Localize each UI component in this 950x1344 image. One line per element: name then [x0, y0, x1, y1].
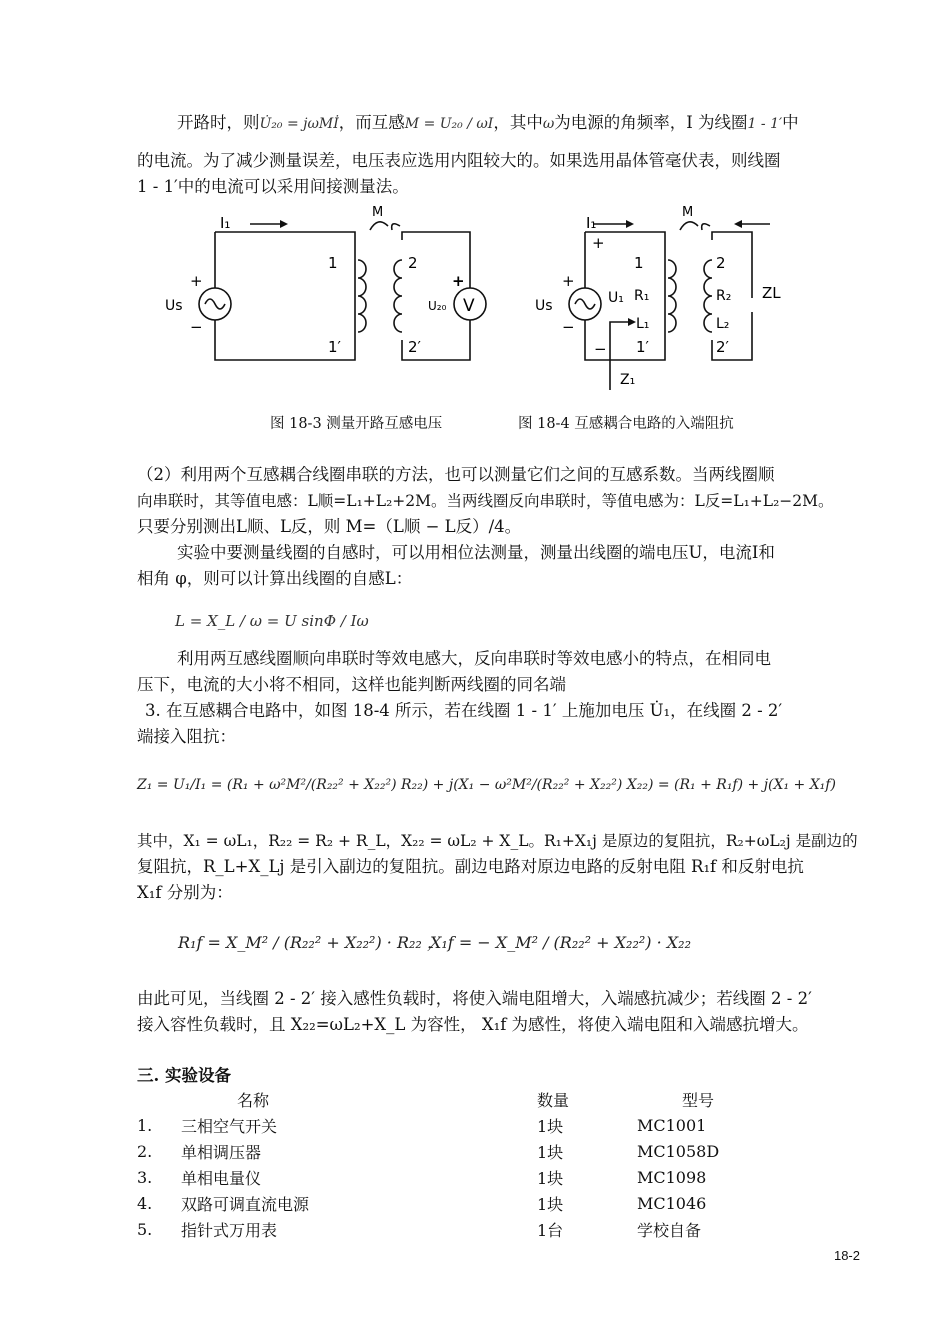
- row-no: 1.: [137, 1115, 153, 1135]
- row-name: 单相调压器: [181, 1142, 262, 1162]
- row-name: 三相空气开关: [181, 1116, 278, 1136]
- text: 中: [782, 113, 799, 132]
- paragraph-4-line-2: 压下，电流的大小将不相同，这样也能判断两线圈的同名端: [137, 675, 566, 694]
- label-coil2: 2: [408, 254, 418, 272]
- paragraph-1-line-3: 1 - 1′中的电流可以采用间接测量法。: [137, 177, 409, 196]
- table-row: [137, 1164, 842, 1190]
- paragraph-6-line-1: 其中，X₁ = ωL₁，R₂₂ = R₂ + R_L，X₂₂ = ωL₂ + X_L。R₁+X₁j 是原边的复阻抗，R₂+ωL₂j 是副边的: [137, 832, 858, 850]
- label-coil1: 1: [634, 254, 644, 272]
- figure-18-3-caption: 图 18-3 测量开路互感电压: [270, 416, 443, 432]
- label-coil1p: 1′: [636, 338, 649, 356]
- label-plus: +: [592, 234, 605, 252]
- label-current: I₁: [220, 214, 231, 232]
- label-plus-2: +: [562, 272, 575, 290]
- row-qty: 1台: [537, 1220, 564, 1240]
- header-qty: 数量: [537, 1090, 570, 1110]
- formula-z1: Z₁ = U₁/I₁ = (R₁ + ω²M²/(R₂₂² + X₂₂²) R₂₂) + j(X₁ − ω²M²/(R₂₂² + X₂₂²) X₂₂) = (R₁ + R₁f) + j(X₁ + X₁f): [137, 777, 836, 793]
- paragraph-3-line-1: 实验中要测量线圈的自感时，可以用相位法测量，测量出线圈的端电压U，电流I和: [177, 543, 775, 562]
- label-load: ZL: [762, 284, 781, 302]
- label-mutual: M: [372, 205, 384, 220]
- paragraph-7-line-2: 接入容性负载时，且 X₂₂=ωL₂+X_L 为容性， X₁f 为感性，将使入端电阻和入端感抗增大。: [137, 1015, 809, 1034]
- formula-u20: U̇₂₀ = jωMİ: [259, 116, 339, 132]
- label-u20: U₂₀: [428, 299, 447, 313]
- row-name: 双路可调直流电源: [181, 1194, 310, 1214]
- mutual-arrow-right-icon: [392, 224, 400, 230]
- mutual-arrow-right-icon: [702, 224, 710, 230]
- formula-r1f: R₁f = X_M² / (R₂₂² + X₂₂²) · R₂₂ ，: [178, 933, 443, 952]
- arrow-icon: [628, 318, 636, 326]
- label-coil2p: 2′: [408, 338, 421, 356]
- label-u1: U₁: [608, 290, 624, 306]
- omega-symbol: ω: [542, 116, 555, 132]
- label-source: Us: [165, 298, 183, 314]
- row-qty: 1块: [537, 1194, 564, 1214]
- row-no: 5.: [137, 1219, 153, 1239]
- label-minus: −: [190, 318, 203, 336]
- row-name: 指针式万用表: [181, 1220, 278, 1240]
- label-voltmeter: V: [463, 296, 475, 316]
- figure-18-4-caption: 图 18-4 互感耦合电路的入端阻抗: [518, 416, 734, 432]
- formula-l: L = X_L / ω = U sinΦ / Iω: [175, 612, 369, 630]
- row-no: 3.: [137, 1167, 153, 1187]
- header-model: 型号: [682, 1090, 715, 1110]
- mutual-arrow-left-icon: [680, 222, 698, 230]
- equipment-table: [137, 1086, 842, 1242]
- label-coil2: 2: [716, 254, 726, 272]
- paragraph-3-line-2: 相角 φ，则可以计算出线圈的自感L：: [137, 569, 413, 588]
- label-z1: Z₁: [620, 372, 636, 388]
- row-model: 学校自备: [637, 1220, 702, 1240]
- paragraph-6-line-2: 复阻抗，R_L+X_Lj 是引入副边的复阻抗。副边电路对原边电路的反射电阻 R₁f 和反射电抗: [137, 857, 804, 876]
- text: 为电源的角频率，I 为线圈: [554, 113, 748, 132]
- label-source: Us: [535, 298, 553, 314]
- paragraph-1-line-1: [137, 110, 901, 137]
- paragraph-6-line-3: X₁f 分别为：: [137, 883, 233, 902]
- table-row: [137, 1112, 842, 1138]
- header-name: 名称: [237, 1090, 270, 1110]
- row-no: 4.: [137, 1193, 153, 1213]
- page-number: 18-2: [833, 1248, 860, 1263]
- row-qty: 1块: [537, 1168, 564, 1188]
- coil-2-icon: [394, 260, 402, 332]
- label-coil1p: 1′: [328, 338, 341, 356]
- label-mutual: M: [682, 205, 694, 220]
- label-r2: R₂: [716, 288, 732, 304]
- paragraph-4-line-1: 利用两互感线圈顺向串联时等效电感大，反向串联时等效电感小的特点，在相同电: [177, 649, 771, 668]
- row-name: 单相电量仪: [181, 1168, 262, 1188]
- paragraph-7-line-1: 由此可见，当线圈 2 - 2′ 接入感性负载时，将使入端电阻增大，入端感抗减少；若线圈 2 - 2′: [137, 989, 812, 1008]
- section-title-equipment: 三. 实验设备: [137, 1066, 231, 1085]
- table-row: [137, 1216, 842, 1242]
- row-model: MC1098: [637, 1167, 707, 1187]
- label-r1: R₁: [634, 288, 650, 304]
- text: ，其中: [493, 113, 543, 132]
- paragraph-2-line-2: 向串联时，其等值电感：L顺=L₁+L₂+2M。当两线圈反向串联时，等值电感为：L反=L₁+L₂−2M。: [137, 492, 834, 510]
- table-row: [137, 1138, 842, 1164]
- coil-1-icon: [358, 260, 366, 332]
- arrow-icon: [626, 220, 634, 228]
- label-l2: L₂: [716, 316, 730, 332]
- label-meter-plus: +: [452, 272, 465, 290]
- paragraph-2-line-3: 只要分别测出L顺、L反，则 M=（L顺 − L反）/4。: [137, 517, 522, 536]
- paragraph-2-line-1: （2）利用两个互感耦合线圈串联的方法，也可以测量它们之间的互感系数。当两线圈顺: [137, 465, 775, 484]
- row-model: MC1046: [637, 1193, 707, 1213]
- header-no: [137, 1086, 181, 1112]
- coil-2-icon: [704, 260, 712, 332]
- label-coil2p: 2′: [716, 338, 729, 356]
- sine-icon: [205, 299, 225, 309]
- table-row: [137, 1190, 842, 1216]
- formula-m: M = U₂₀ / ωI: [404, 116, 494, 132]
- paragraph-1-line-2: 的电流。为了减少测量误差，电压表应选用内阻较大的。如果选用晶体管毫伏表，则线圈: [137, 151, 781, 170]
- paragraph-5-line-1: 3. 在互感耦合电路中，如图 18-4 所示，若在线圈 1 - 1′ 上施加电压 U̇₁，在线圈 2 - 2′: [145, 701, 783, 720]
- paragraph-5-line-2: 端接入阻抗：: [137, 727, 236, 746]
- label-coil1: 1: [328, 254, 338, 272]
- figure-18-4: [530, 200, 810, 400]
- text: 开路时，则: [177, 113, 260, 132]
- coil-1-icon: [668, 260, 676, 332]
- row-model: MC1001: [637, 1115, 707, 1135]
- formula-x1f: X₁f = − X_M² / (R₂₂² + X₂₂²) · X₂₂: [430, 933, 692, 952]
- label-minus-2: −: [594, 340, 607, 358]
- sine-icon: [575, 299, 595, 309]
- arrow-icon: [734, 220, 742, 228]
- row-qty: 1块: [537, 1142, 564, 1162]
- text: ，而互感: [338, 113, 405, 132]
- table-header-row: [137, 1086, 842, 1112]
- mutual-arrow-left-icon: [370, 222, 388, 230]
- row-qty: 1块: [537, 1116, 564, 1136]
- label-minus: −: [562, 318, 575, 336]
- label-plus: +: [190, 272, 203, 290]
- arrow-icon: [280, 220, 288, 228]
- figure-18-3: [160, 200, 490, 400]
- row-model: MC1058D: [637, 1141, 720, 1161]
- coil-label: 1 - 1′: [747, 116, 783, 132]
- label-current: I₁: [586, 214, 597, 232]
- row-no: 2.: [137, 1141, 153, 1161]
- label-l1: L₁: [636, 316, 650, 332]
